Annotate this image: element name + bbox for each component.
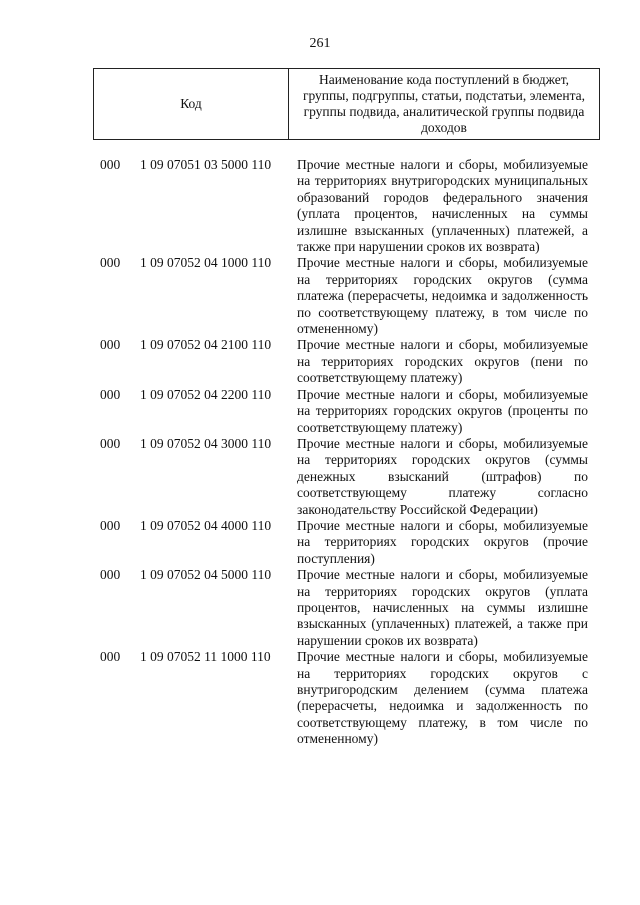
page-number: 261: [309, 36, 331, 51]
revenue-code: 1 09 07051 03 5000 110: [140, 157, 272, 172]
admin-code: 000: [100, 386, 121, 402]
admin-code: 000: [100, 435, 121, 451]
header-code-cell: Код: [94, 69, 289, 139]
revenue-description: Прочие местные налоги и сборы, мобилизуемые на территориях внутригородских муниципальных образований городов федерального значения (уплата процентов, начисленных на суммы излишне взысканных (уплаченных) платежей, а также при нарушении сроков их возврата): [297, 157, 588, 255]
code-list: [0, 157, 640, 748]
table-row: [0, 337, 640, 386]
revenue-code: 1 09 07052 04 1000 110: [140, 255, 272, 271]
revenue-description: Прочие местные налоги и сборы, мобилизуемые на территориях городских округов (уплата процентов, начисленных на суммы излишне взысканных (уплаченных) платежей, а также при нарушении сроков их возврата): [297, 567, 588, 648]
revenue-code: 1 09 07052 11 1000 110: [140, 649, 271, 665]
table-row: [0, 567, 640, 649]
table-row: [0, 518, 640, 567]
revenue-description: Прочие местные налоги и сборы, мобилизуемые на территориях городских округов (суммы денежных взысканий (штрафов) по соответствующему платежу согласно законодательству Российской Федерации): [297, 435, 588, 517]
table-row: [0, 436, 640, 518]
admin-code: 000: [100, 255, 121, 271]
table-row: [0, 387, 640, 436]
revenue-description: Прочие местные налоги и сборы, мобилизуемые на территориях городских округов с внутригородским делением (сумма платежа (перерасчеты, недоимка и задолженность по соответствующему платежу, в том числе по отмененному): [297, 649, 588, 747]
table-row: [0, 157, 640, 255]
revenue-code: 1 09 07052 04 5000 110: [140, 567, 272, 583]
header-name-cell: Наименование кода поступлений в бюджет, группы, подгруппы, статьи, подстатьи, элемента, группы подвида, аналитической группы подвида доходов: [302, 72, 586, 135]
header-table: [93, 68, 600, 140]
admin-code: 000: [100, 649, 121, 665]
revenue-code: 1 09 07052 04 2200 110: [140, 386, 272, 402]
table-row: [0, 649, 640, 747]
admin-code: 000: [100, 517, 121, 533]
revenue-description: Прочие местные налоги и сборы, мобилизуемые на территориях городских округов (сумма платежа (перерасчеты, недоимка и задолженность по соответствующему платежу, в том числе по отмененному): [297, 255, 588, 337]
revenue-description: Прочие местные налоги и сборы, мобилизуемые на территориях городских округов (прочие поступления): [297, 517, 588, 566]
admin-code: 000: [100, 567, 121, 583]
revenue-code: 1 09 07052 04 4000 110: [140, 517, 272, 533]
admin-code: 000: [100, 337, 121, 353]
table-row: [0, 255, 640, 337]
revenue-description: Прочие местные налоги и сборы, мобилизуемые на территориях городских округов (пени по соответствующему платежу): [297, 337, 588, 386]
admin-code: 000: [100, 157, 121, 172]
revenue-description: Прочие местные налоги и сборы, мобилизуемые на территориях городских округов (проценты по соответствующему платежу): [297, 386, 588, 435]
revenue-code: 1 09 07052 04 2100 110: [140, 337, 272, 353]
revenue-code: 1 09 07052 04 3000 110: [140, 435, 272, 451]
